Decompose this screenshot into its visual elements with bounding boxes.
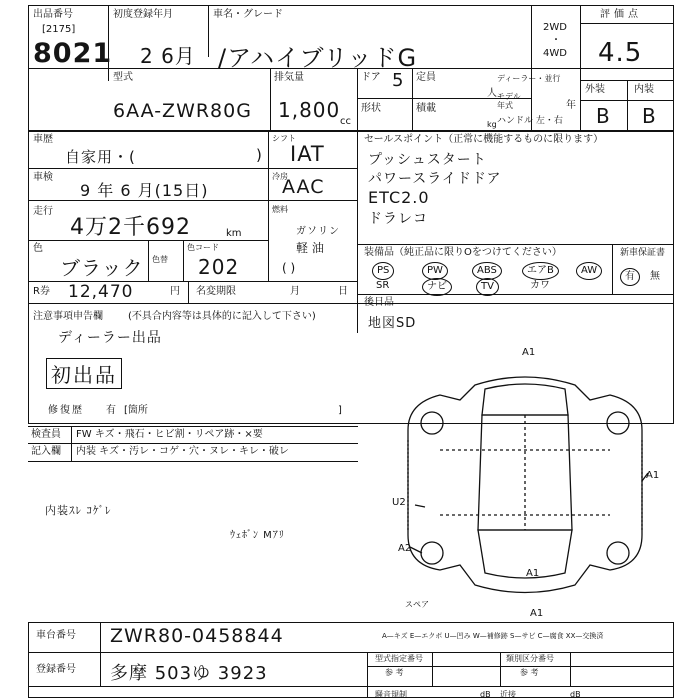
shape-label: 形状 xyxy=(361,103,381,114)
notes-label: 注意事項申告欄 xyxy=(33,311,103,322)
repair-value: 有 xyxy=(106,405,116,416)
inspector-label-1: 検査員 xyxy=(31,429,61,440)
diagram-legend: A—キズ E—エクボ U—凹み W—補修跡 S—サビ C—腐食 XX—交換済 xyxy=(382,632,604,640)
category-ref: 参 考 xyxy=(520,668,539,677)
after-value: 地図SD xyxy=(368,316,417,331)
equip-tv: TV xyxy=(476,278,499,296)
model-value: 6AA-ZWR80G xyxy=(113,100,252,122)
after-label: 後日品 xyxy=(364,297,394,308)
dealer-label: ディーラー・並行 xyxy=(497,74,561,83)
ext-label: 外装 xyxy=(585,84,605,95)
model-label: 型式 xyxy=(113,72,133,83)
repair-label: 修復歴 xyxy=(48,405,84,416)
shift-value: IAT xyxy=(290,142,325,166)
first-listing-stamp: 初出品 xyxy=(46,358,122,389)
inspector-note-2: ｳｪﾎﾞﾝ Mｱﾘ xyxy=(230,530,285,541)
equip-navi: ナビ xyxy=(422,278,452,296)
limit-day: 日 xyxy=(338,286,348,297)
color-value: ブラック xyxy=(60,256,144,280)
history-value: 自家用・( xyxy=(65,148,136,166)
diagram-mark-3: U2 xyxy=(392,497,406,508)
warranty-yes: 有 xyxy=(620,268,640,286)
year-unit: 年 xyxy=(566,100,576,111)
designation-ref: 参 考 xyxy=(385,668,404,677)
door-label: ドア xyxy=(361,72,381,83)
shift-label: シフト xyxy=(272,134,296,143)
diagram-mark-2: A1 xyxy=(646,470,660,481)
color-name-label: 色替 xyxy=(152,255,168,264)
reg-label: 初度登録年月 xyxy=(113,9,173,20)
drive-4wd: 4WD xyxy=(543,48,567,59)
model-year-label: モデル年式 xyxy=(497,92,521,110)
history-close: ) xyxy=(256,146,263,164)
warranty-label: 新車保証書 xyxy=(620,248,666,258)
car-diagram xyxy=(380,355,670,620)
reg-value: 2 6月 xyxy=(140,44,196,68)
equip-airbag: エアB xyxy=(522,262,559,280)
notes-sub: (不具合内容等は具体的に記入して下さい) xyxy=(128,311,316,322)
mileage-value: 4万2千692 xyxy=(70,215,191,240)
color-code-label: 色コード xyxy=(187,243,219,252)
limit-month: 月 xyxy=(290,286,300,297)
diagram-mark-5: A1 xyxy=(526,568,540,579)
recycle-value: 12,470 xyxy=(68,282,134,302)
equipment-label: 装備品（純正品に限りOをつけてください） xyxy=(364,247,562,258)
limit-label: 名変期限 xyxy=(196,286,236,297)
recycle-unit: 円 xyxy=(170,286,180,297)
warranty-no: 無 xyxy=(650,271,660,282)
color-code-value: 202 xyxy=(198,255,240,279)
registration-value: 多摩 503ゆ 3923 xyxy=(110,663,268,684)
equip-leather: カワ xyxy=(530,280,550,291)
sales-line-2: パワースライドドア xyxy=(368,171,502,187)
noise-near: 近接 xyxy=(500,690,516,699)
diagram-mark-1: A1 xyxy=(522,347,536,358)
fuel-value: ガソリン xyxy=(296,226,340,237)
diagram-mark-4: A2 xyxy=(398,543,412,554)
noise-label: 騒音規制 xyxy=(375,690,407,699)
equip-pw: PW xyxy=(422,262,448,280)
equip-ps: PS xyxy=(372,262,394,280)
diagram-spare: スペア xyxy=(405,600,429,609)
ac-label: 冷房 xyxy=(272,172,288,181)
lot-number: 8021 xyxy=(33,38,113,69)
category-label: 類別区分番号 xyxy=(506,654,554,663)
color-label: 色 xyxy=(33,243,43,254)
sales-line-4: ドラレコ xyxy=(368,211,428,227)
equip-aw: AW xyxy=(576,262,602,280)
fuel-paren: ( ) xyxy=(282,261,296,275)
door-value: 5 xyxy=(392,70,405,91)
disp-label: 排気量 xyxy=(274,72,304,83)
lot-label: 出品番号 xyxy=(33,9,73,20)
inspector-row-2: 内装 キズ・汚レ・コゲ・穴・ヌレ・キレ・破レ xyxy=(76,446,289,457)
designation-label: 型式指定番号 xyxy=(375,654,423,663)
disp-value: 1,800 xyxy=(278,98,341,122)
noise-db-1: dB xyxy=(480,690,491,699)
load-unit: kg xyxy=(487,120,497,129)
noise-db-2: dB xyxy=(570,690,581,699)
name-label: 車名・グレード xyxy=(213,9,283,20)
mileage-label: 走行 xyxy=(33,206,53,217)
equip-sr: SR xyxy=(376,280,390,291)
chassis-label: 車台番号 xyxy=(36,630,76,641)
sales-label: セールスポイント（正常に機能するものに限ります） xyxy=(364,134,604,145)
registration-label: 登録番号 xyxy=(36,664,76,675)
score-value: 4.5 xyxy=(598,38,643,68)
inspection-label: 車検 xyxy=(33,172,53,183)
int-value: B xyxy=(642,104,657,128)
inspector-note-1: 内装ｽﾚ ｺｹﾞﾚ xyxy=(45,504,112,517)
recycle-label: R券 xyxy=(33,286,50,297)
int-label: 内装 xyxy=(634,84,654,95)
sales-line-1: プッシュスタート xyxy=(368,152,487,168)
repair-place: [箇所 xyxy=(124,405,148,416)
inspection-value: 9 年 6 月(15日) xyxy=(80,181,209,200)
ext-value: B xyxy=(596,104,611,128)
ac-value: AAC xyxy=(282,176,325,198)
notes-line-1: ディーラー出品 xyxy=(58,330,162,346)
chassis-value: ZWR80-0458844 xyxy=(110,625,284,647)
inspector-row-1: FW キズ・飛石・ヒビ割・リペア跡・×要 xyxy=(76,429,263,440)
score-label: 評価点 xyxy=(600,9,642,20)
drive-dot: ・ xyxy=(551,35,561,46)
repair-close: ] xyxy=(338,405,342,416)
diagram-mark-6: A1 xyxy=(530,608,544,619)
load-label: 積載 xyxy=(416,103,436,114)
equip-abs: ABS xyxy=(472,262,502,280)
inspector-label-2: 記入欄 xyxy=(31,446,61,457)
mileage-unit: km xyxy=(226,228,242,239)
fuel-label: 燃料 xyxy=(272,205,288,214)
history-label: 車歴 xyxy=(33,134,53,145)
sales-line-3: ETC2.0 xyxy=(368,188,430,207)
lot-sub: [2175] xyxy=(42,24,76,35)
cap-label: 定員 xyxy=(416,72,436,83)
fuel-alt: 軽 油 xyxy=(296,241,324,255)
name-value: /アハイブリッドG xyxy=(218,44,418,72)
cap-unit: 人 xyxy=(487,88,497,99)
disp-unit: cc xyxy=(340,116,351,127)
handle-label: ハンドル 左・右 xyxy=(497,116,563,126)
drive-2wd: 2WD xyxy=(543,22,567,33)
